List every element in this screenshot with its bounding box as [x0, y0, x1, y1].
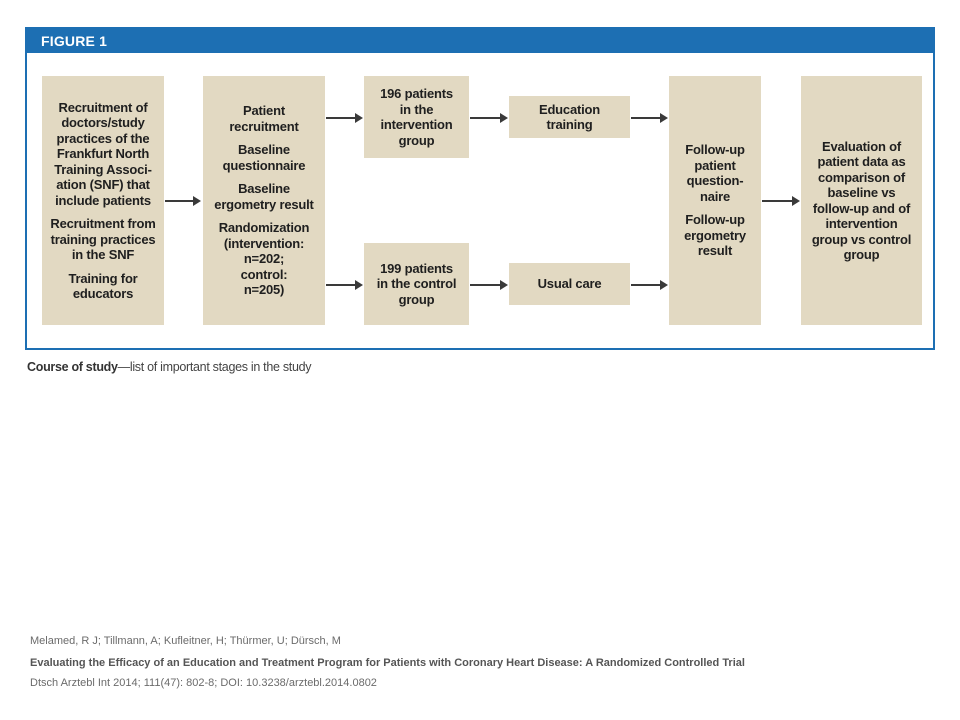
arrow-education-to-followup — [631, 117, 662, 119]
citation-authors: Melamed, R J; Tillmann, A; Kufleitner, H; Thürmer, U; Dürsch, M — [30, 635, 341, 647]
arrow-usual-care-to-followup — [631, 284, 662, 286]
patient-recruitment-text: Patient recruitment — [229, 103, 299, 134]
baseline-questionnaire-text: Baseline questionnaire — [222, 142, 306, 173]
recruitment-box — [42, 76, 164, 325]
training-educators-text: Training for educators — [68, 270, 138, 301]
intervention-group-box — [364, 76, 469, 158]
randomization-text: Randomization (intervention: n=202; control: n=205) — [218, 220, 310, 298]
figure-header — [27, 29, 933, 53]
usual-care-box — [509, 263, 630, 305]
arrow-patient-to-intervention — [326, 117, 357, 119]
figure-caption — [27, 360, 311, 374]
control-group-box — [364, 243, 469, 325]
arrow-control-to-usual-care — [470, 284, 502, 286]
followup-box — [669, 76, 761, 325]
recruitment-doctors-text: Recruitment of doctors/study practices of the Frankfurt North Training Associ- ation (SNF) that include patients — [54, 99, 152, 208]
figure-label: FIGURE 1 — [41, 33, 108, 49]
caption-description: —list of important stages in the study — [117, 360, 312, 374]
intervention-group-text: 196 patients in the intervention group — [380, 86, 453, 148]
followup-questionnaire-text: Follow-up patient question- naire — [685, 142, 745, 204]
recruitment-patients-text: Recruitment from training practices in the SNF — [50, 216, 156, 262]
education-training-text: Education training — [538, 101, 601, 132]
arrow-intervention-to-education — [470, 117, 502, 119]
evaluation-text: Evaluation of patient data as comparison of baseline vs follow-up and of intervention group vs control group — [811, 138, 912, 262]
baseline-ergometry-text: Baseline ergometry result — [214, 181, 314, 212]
education-training-box — [509, 96, 630, 138]
arrow-patient-to-control — [326, 284, 357, 286]
followup-ergometry-text: Follow-up ergometry result — [684, 212, 746, 259]
arrow-followup-to-evaluation — [762, 200, 794, 202]
evaluation-box — [801, 76, 922, 325]
usual-care-text: Usual care — [537, 276, 602, 292]
arrow-recruitment-to-patient — [165, 200, 195, 202]
citation-source: Dtsch Arztebl Int 2014; 111(47): 802-8; DOI: 10.3238/arztebl.2014.0802 — [30, 677, 377, 689]
control-group-text: 199 patients in the control group — [376, 260, 457, 307]
citation-title: Evaluating the Efficacy of an Education and Treatment Program for Patients with Coronary Heart Disease: A Randomized Controlled Trial — [30, 657, 745, 669]
caption-title: Course of study — [27, 360, 118, 374]
patient-recruitment-box — [203, 76, 325, 325]
